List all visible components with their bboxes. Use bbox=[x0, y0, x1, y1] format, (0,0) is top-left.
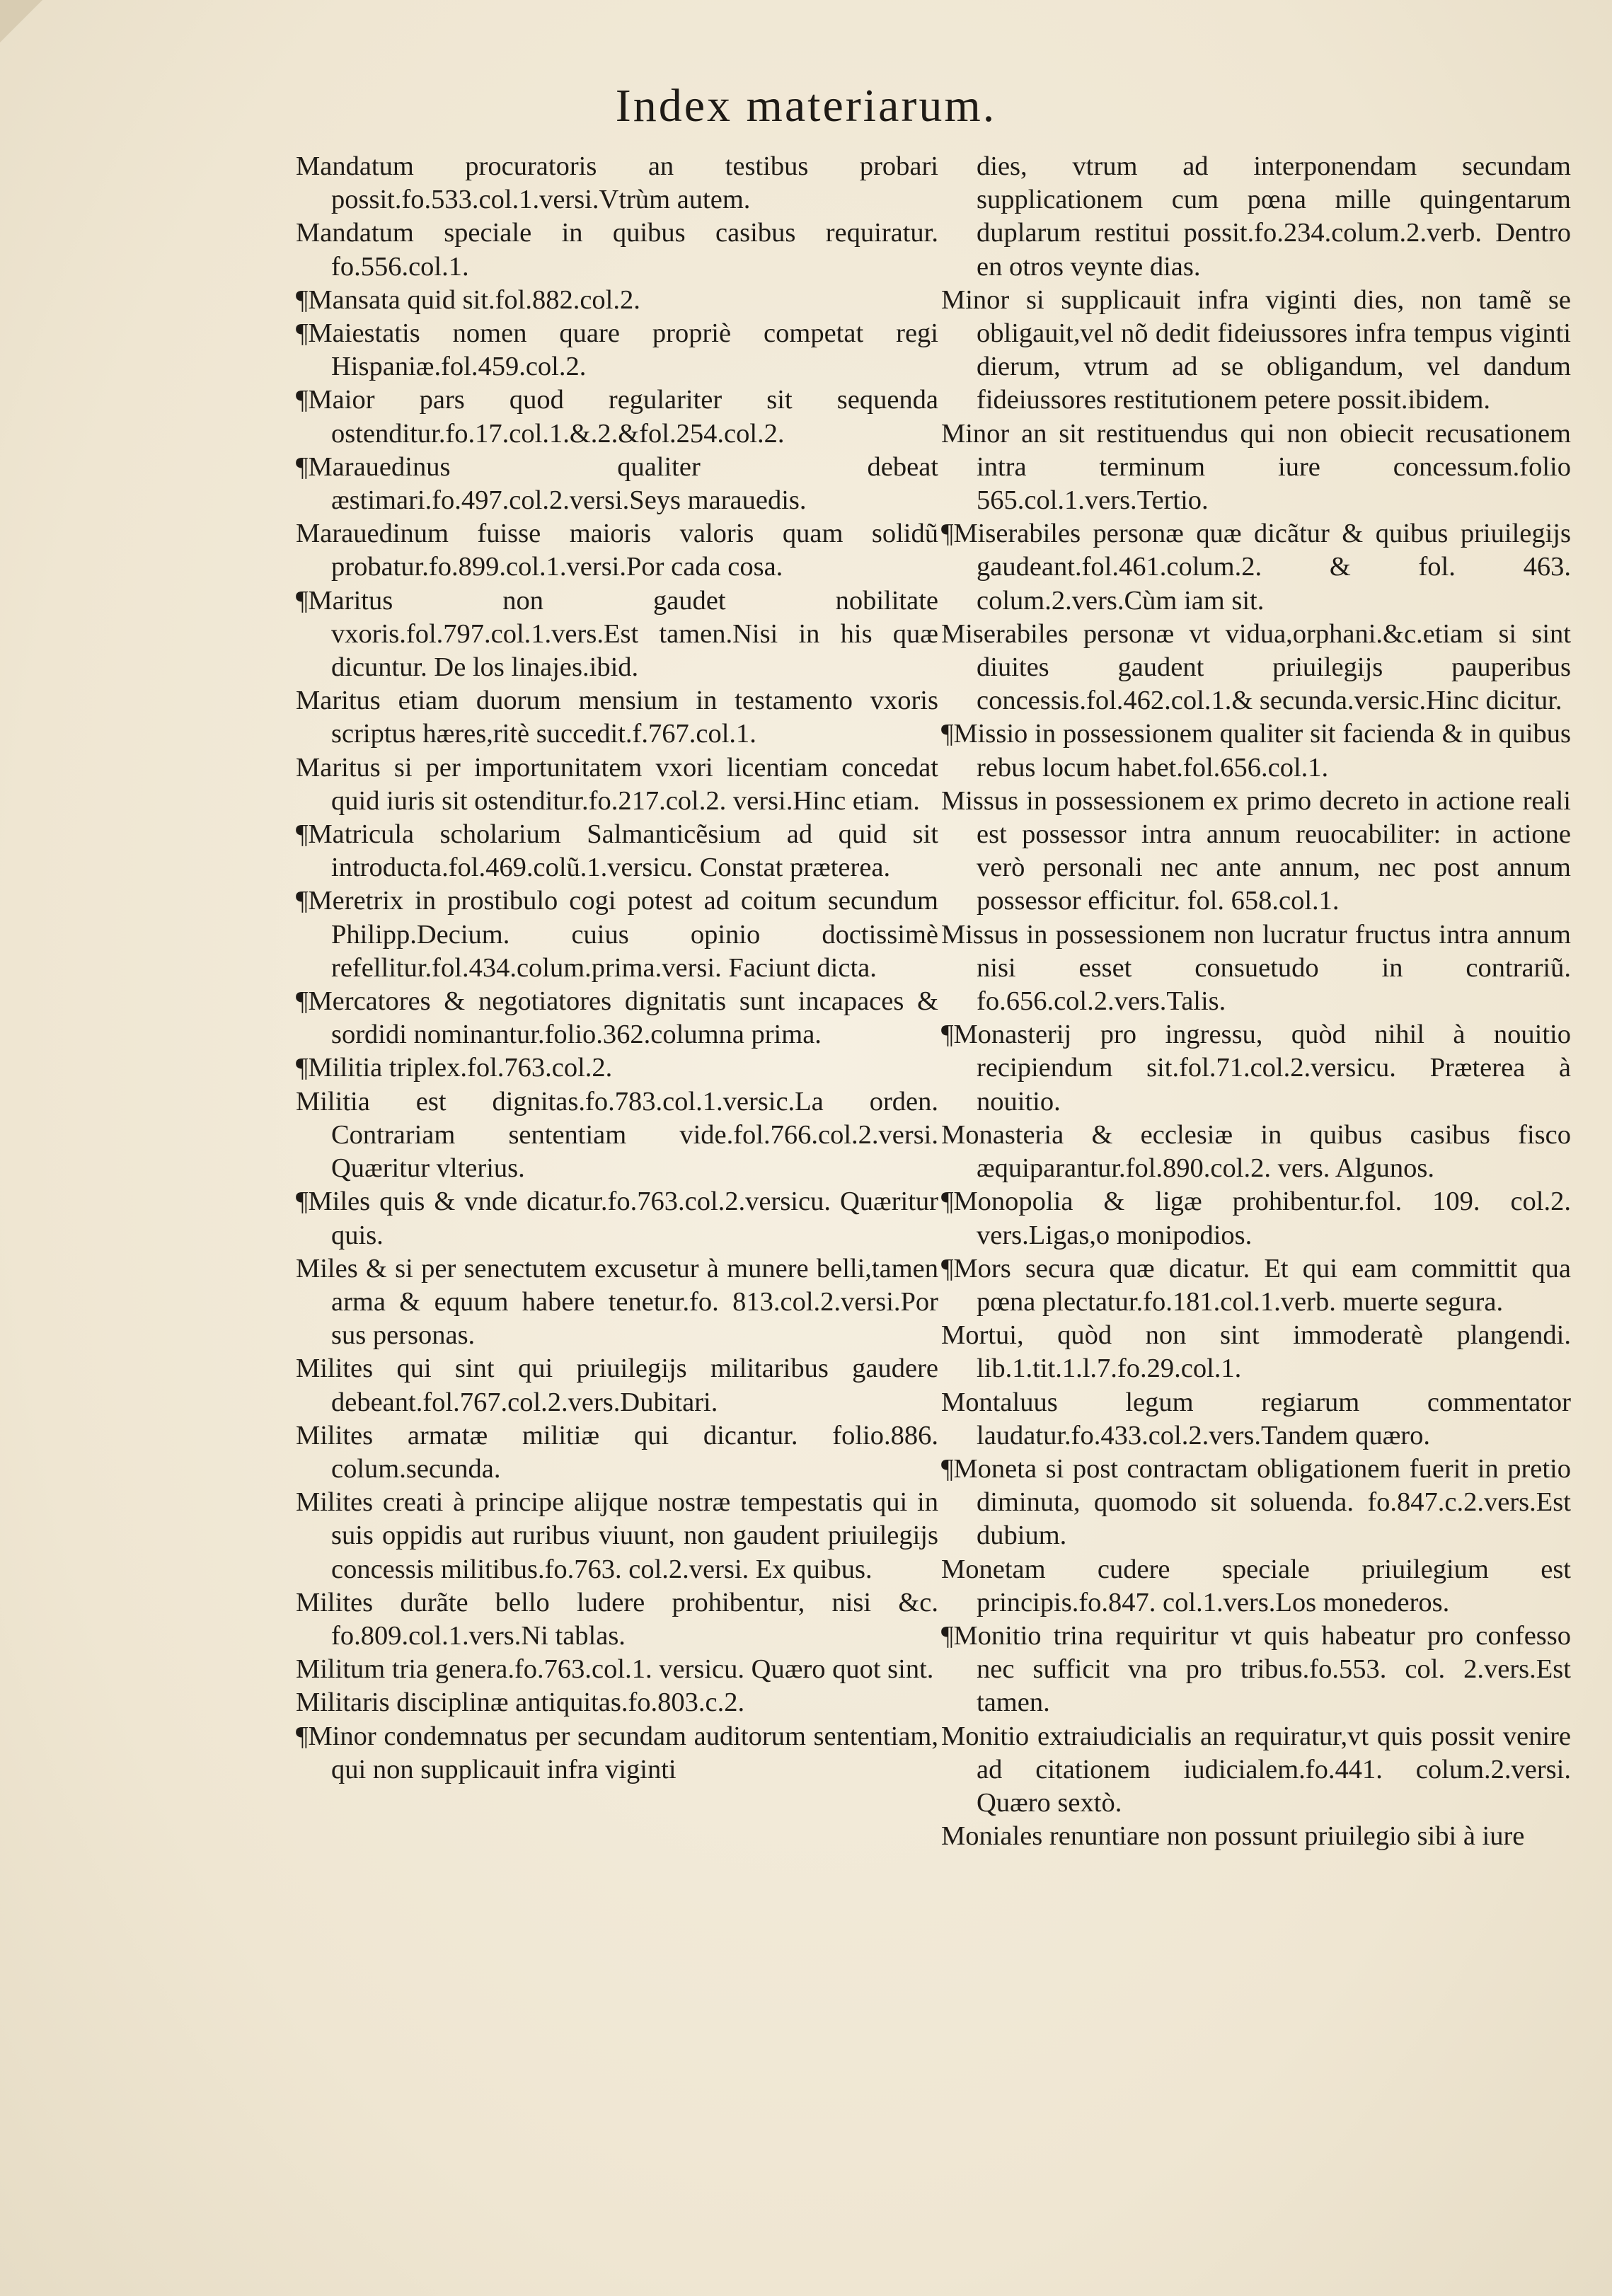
index-entry: ¶Mors secura quæ dicatur. Et qui eam committit qua pœna plectatur.fo.181.col.1.verb. muerte segura. bbox=[941, 1253, 1571, 1317]
index-entry: ¶Missio in possessionem qualiter sit facienda & in quibus rebus locum habet.fol.656.col.1. bbox=[941, 719, 1571, 783]
index-entry: ¶Mansata quid sit.fol.882.col.2. bbox=[296, 284, 640, 315]
index-entry: Mandatum procuratoris an testibus probari possit.fo.533.col.1.versi.Vtrùm autem. bbox=[296, 151, 938, 215]
index-entry: Militum tria genera.fo.763.col.1. versicu. Quæro quot sint. bbox=[296, 1654, 934, 1685]
index-entry: Montaluus legum regiarum commentator laudatur.fo.433.col.2.vers.Tandem quæro. bbox=[941, 1387, 1571, 1450]
index-entry: ¶Monasterij pro ingressu, quòd nihil à nouitio recipiendum sit.fol.71.col.2.versicu. Præterea à nouitio. bbox=[941, 1020, 1571, 1117]
index-entry: Minor an sit restituendus qui non obiecit recusationem intra terminum iure concessum.folio 565.col.1.vers.Tertio. bbox=[941, 418, 1571, 516]
index-entry: Mandatum speciale in quibus casibus requiratur. fo.556.col.1. bbox=[296, 218, 938, 282]
index-entry: ¶Maiestatis nomen quare propriè competat regi Hispaniæ.fol.459.col.2. bbox=[296, 318, 938, 382]
index-entry: Missus in possessionem non lucratur fructus intra annum nisi esset consuetudo in contrariũ. fo.656.col.2.vers.Talis. bbox=[941, 919, 1571, 1017]
index-entry: Miles & si per senectutem excusetur à munere belli,tamen arma & equum habere tenetur.fo. 813.col.2.versi.Por sus personas. bbox=[296, 1253, 938, 1351]
index-entry: Minor si supplicauit infra viginti dies, non tamẽ se obligauit,vel nõ dedit fideiussores infra tempus viginti dierum, vtrum ad se obligandum, vel dandum fideiussores restitutionem petere possit.ibidem. bbox=[941, 284, 1571, 415]
index-column-right bbox=[941, 150, 1571, 1853]
index-entry: Miserabiles personæ vt vidua,orphani.&c.etiam si sint diuites gaudent priuilegijs pauperibus concessis.fol.462.col.1.& secunda.versic.Hinc dicitur. bbox=[941, 618, 1571, 716]
index-column-left bbox=[296, 150, 938, 1787]
index-entry-continued: dies, vtrum ad interponendam secundam supplicationem cum pœna mille quingentarum duplarum restitui possit.fo.234.colum.2.verb. Dentro en otros veynte dias. bbox=[977, 151, 1571, 282]
index-entry: Mortui, quòd non sint immoderatè plangendi. lib.1.tit.1.l.7.fo.29.col.1. bbox=[941, 1320, 1571, 1384]
index-entry: ¶Monopolia & ligæ prohibentur.fol. 109. col.2. vers.Ligas,o monipodios. bbox=[941, 1187, 1571, 1250]
index-entry: ¶Marauedinus qualiter debeat æstimari.fo.497.col.2.versi.Seys marauedis. bbox=[296, 451, 938, 516]
index-entry: ¶Mercatores & negotiatores dignitatis sunt incapaces & sordidi nominantur.folio.362.columna prima. bbox=[296, 986, 938, 1050]
index-entry: Monitio extraiudicialis an requiratur,vt quis possit venire ad citationem iudicialem.fo.441. colum.2.versi. Quæro sextò. bbox=[941, 1721, 1571, 1818]
index-entry: Missus in possessionem ex primo decreto in actione reali est possessor intra annum reuocabiliter: in actione verò personali nec ante annum, nec post annum possessor efficitur. fol. 658.col.1. bbox=[941, 785, 1571, 916]
index-entry: Maritus etiam duorum mensium in testamento vxoris scriptus hæres,ritè succedit.f.767.col.1. bbox=[296, 686, 938, 749]
index-entry: ¶Moneta si post contractam obligationem fuerit in pretio diminuta, quomodo sit soluenda. fo.847.c.2.vers.Est dubium. bbox=[941, 1453, 1571, 1551]
index-entry: Milites armatæ militiæ qui dicantur. folio.886. colum.secunda. bbox=[296, 1420, 938, 1484]
index-entry: ¶Matricula scholarium Salmanticẽsium ad quid sit introducta.fol.469.colũ.1.versicu. Constat præterea. bbox=[296, 819, 938, 883]
index-entry: ¶Minor condemnatus per secundam auditorum sententiam, qui non supplicauit infra viginti bbox=[296, 1721, 938, 1784]
index-entry: ¶Meretrix in prostibulo cogi potest ad coitum secundum Philipp.Decium. cuius opinio doctissimè refellitur.fol.434.colum.prima.versi. Faciunt dicta. bbox=[296, 886, 938, 983]
index-entry: Milites durãte bello ludere prohibentur, nisi &c. fo.809.col.1.vers.Ni tablas. bbox=[296, 1587, 938, 1651]
index-entry: ¶Maritus non gaudet nobilitate vxoris.fol.797.col.1.vers.Est tamen.Nisi in his quæ dicuntur. De los linajes.ibid. bbox=[296, 585, 938, 683]
index-entry: Milites qui sint qui priuilegijs militaribus gaudere debeant.fol.767.col.2.vers.Dubitari. bbox=[296, 1354, 938, 1417]
index-entry: Militaris disciplinæ antiquitas.fo.803.c.2. bbox=[296, 1688, 745, 1718]
page-corner bbox=[0, 0, 42, 42]
index-entry: ¶Militia triplex.fol.763.col.2. bbox=[296, 1053, 613, 1083]
page-header: Index materiarum. bbox=[615, 80, 997, 132]
index-entry: Marauedinum fuisse maioris valoris quam solidũ probatur.fo.899.col.1.versi.Por cada cosa. bbox=[296, 519, 938, 582]
index-entry: ¶Miserabiles personæ quæ dicãtur & quibus priuilegijs gaudeant.fol.461.colum.2. & fol. 463. colum.2.vers.Cùm iam sit. bbox=[941, 519, 1571, 616]
index-entry: Monasteria & ecclesiæ in quibus casibus fisco æquiparantur.fol.890.col.2. vers. Algunos. bbox=[941, 1119, 1571, 1184]
index-entry: ¶Miles quis & vnde dicatur.fo.763.col.2.versicu. Quæritur quis. bbox=[296, 1187, 938, 1250]
index-entry: ¶Maior pars quod regulariter sit sequenda ostenditur.fo.17.col.1.&.2.&fol.254.col.2. bbox=[296, 385, 938, 449]
index-entry: Monetam cudere speciale priuilegium est principis.fo.847. col.1.vers.Los monederos. bbox=[941, 1554, 1571, 1617]
index-entry: ¶Monitio trina requiritur vt quis habeatur pro confesso nec sufficit vna pro tribus.fo.553. col. 2.vers.Est tamen. bbox=[941, 1620, 1571, 1718]
index-entry: Moniales renuntiare non possunt priuilegio sibi à iure bbox=[941, 1821, 1525, 1852]
index-entry: Maritus si per importunitatem vxori licentiam concedat quid iuris sit ostenditur.fo.217.col.2. versi.Hinc etiam. bbox=[296, 752, 938, 816]
index-entry: Milites creati à principe alijque nostræ tempestatis qui in suis oppidis aut ruribus viuunt, non gaudent priuilegijs concessis militibus.fo.763. col.2.versi. Ex quibus. bbox=[296, 1487, 938, 1584]
index-entry: Militia est dignitas.fo.783.col.1.versic.La orden. Contrariam sententiam vide.fol.766.col.2.versi. Quæritur vlterius. bbox=[296, 1086, 938, 1184]
